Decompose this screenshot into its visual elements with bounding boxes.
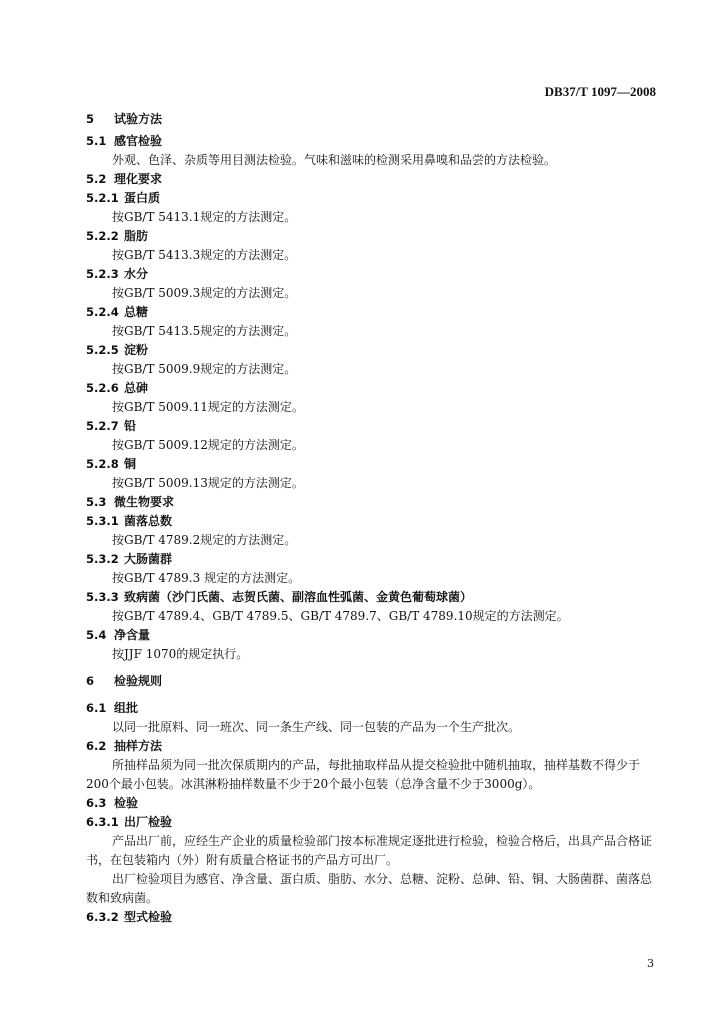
section-5-1-heading: [86, 132, 658, 151]
paragraph-text: 所抽样品须为同一批次保质期内的产品，每批抽取样品从提交检验批中随机抽取，抽样基数不得少于200个最小包装。冰淇淋粉抽样数量不少于20个最小包装（总净含量不少于3000g）。: [86, 758, 641, 791]
section-title: 总砷: [124, 381, 149, 395]
section-title: 感官检验: [114, 134, 163, 148]
section-5-3-2-heading: [86, 550, 658, 569]
section-5-3-1-content: 按GB/T 4789.2规定的方法测定。: [112, 533, 297, 547]
section-5-2-2-content: 按GB/T 5413.3规定的方法测定。: [112, 248, 297, 262]
section-6-2-heading: [86, 737, 658, 756]
section-6-heading: [86, 672, 658, 691]
section-5-2-1-heading: [86, 189, 658, 208]
section-number: 6.3: [86, 796, 107, 810]
section-number: 5.2.8: [86, 457, 119, 471]
section-5-2-5-heading: [86, 341, 658, 360]
section-number: 5.2.1: [86, 191, 119, 205]
section-title: 铜: [124, 457, 137, 471]
section-number: 5.3.3: [86, 590, 119, 604]
section-5-2-2-heading: [86, 227, 658, 246]
section-5-2-7-heading: [86, 417, 658, 436]
section-6-3-1-heading: [86, 813, 658, 832]
section-6-3-2-heading: [86, 908, 658, 927]
section-title: 铅: [124, 419, 137, 433]
section-6-3-heading: [86, 794, 658, 813]
section-5-2-6-content: 按GB/T 5009.11规定的方法测定。: [112, 400, 304, 414]
section-5-1-content: 外观、色泽、杂质等用目测法检验。气味和滋味的检测采用鼻嗅和品尝的方法检验。: [112, 153, 557, 167]
page-number: 3: [647, 957, 654, 970]
section-5-2-7-content: 按GB/T 5009.12规定的方法测定。: [112, 438, 304, 452]
section-title: 抽样方法: [114, 739, 163, 753]
section-5-2-8-content: 按GB/T 5009.13规定的方法测定。: [112, 476, 304, 490]
section-5-3-2-content: 按GB/T 4789.3 规定的方法测定。: [112, 571, 301, 585]
section-title: 蛋白质: [124, 191, 161, 205]
section-5-2-6-heading: [86, 379, 658, 398]
section-number: 5.2.4: [86, 305, 119, 319]
paragraph-text: 出厂检验项目为感官、净含量、蛋白质、脂肪、水分、总糖、淀粉、总砷、铅、铜、大肠菌群、菌落总数和致病菌。: [86, 872, 653, 905]
section-number: 5.2.5: [86, 343, 119, 357]
section-number: 5.2.3: [86, 267, 119, 281]
section-number: 5.3.2: [86, 552, 119, 566]
section-title: 净含量: [114, 628, 151, 642]
document-body: [86, 110, 658, 927]
section-title: 检验规则: [114, 674, 163, 688]
section-number: 5.1: [86, 134, 107, 148]
section-5-2-1-content: 按GB/T 5413.1规定的方法测定。: [112, 210, 297, 224]
section-number: 5.2: [86, 172, 107, 186]
section-number: 6.1: [86, 701, 107, 715]
section-5-2-3-heading: [86, 265, 658, 284]
paragraph-text: 产品出厂前，应经生产企业的质量检验部门按本标准规定逐批进行检验，检验合格后，出具产品合格证书，在包装箱内（外）附有质量合格证书的产品方可出厂。: [86, 834, 653, 867]
document-code: DB37/T 1097—2008: [544, 84, 656, 99]
section-title: 试验方法: [114, 112, 163, 126]
section-title: 淀粉: [124, 343, 149, 357]
section-title: 脂肪: [124, 229, 149, 243]
section-number: 5.2.7: [86, 419, 119, 433]
section-5-3-1-heading: [86, 512, 658, 531]
section-number: 6.3.2: [86, 910, 119, 924]
section-5-2-heading: [86, 170, 658, 189]
section-title: 菌落总数: [124, 514, 173, 528]
section-number: 6.2: [86, 739, 107, 753]
section-title: 出厂检验: [124, 815, 173, 829]
section-number: 5.4: [86, 628, 107, 642]
section-title: 检验: [114, 796, 139, 810]
section-title: 水分: [124, 267, 149, 281]
section-title: 大肠菌群: [124, 552, 173, 566]
section-5-3-heading: [86, 493, 658, 512]
section-title: 致病菌（沙门氏菌、志贺氏菌、副溶血性弧菌、金黄色葡萄球菌）: [124, 590, 473, 604]
section-title: 组批: [114, 701, 139, 715]
section-6-1-heading: [86, 699, 658, 718]
section-6-3-1-content-2: [86, 870, 658, 908]
section-5-2-4-heading: [86, 303, 658, 322]
section-number: 6.3.1: [86, 815, 119, 829]
section-title: 微生物要求: [114, 495, 175, 509]
section-5-3-3-content: 按GB/T 4789.4、GB/T 4789.5、GB/T 4789.7、GB/T 4789.10规定的方法测定。: [112, 609, 569, 623]
section-5-2-8-heading: [86, 455, 658, 474]
section-5-4-heading: [86, 626, 658, 645]
section-5-3-3-heading: [86, 588, 658, 607]
section-number: 5.3: [86, 495, 107, 509]
section-number: 5.3.1: [86, 514, 119, 528]
section-title: 理化要求: [114, 172, 163, 186]
section-number: 6: [86, 674, 95, 688]
section-6-3-1-content: [86, 832, 658, 870]
section-title: 型式检验: [124, 910, 173, 924]
section-5-2-5-content: 按GB/T 5009.9规定的方法测定。: [112, 362, 297, 376]
section-5-2-4-content: 按GB/T 5413.5规定的方法测定。: [112, 324, 297, 338]
section-number: 5.2.2: [86, 229, 119, 243]
section-6-2-content: [86, 756, 658, 794]
section-5-heading: [86, 110, 658, 129]
section-6-1-content: 以同一批原料、同一班次、同一条生产线、同一包装的产品为一个生产批次。: [112, 720, 521, 734]
section-5-4-content: 按JJF 1070的规定执行。: [112, 647, 249, 661]
section-title: 总糖: [124, 305, 149, 319]
section-5-2-3-content: 按GB/T 5009.3规定的方法测定。: [112, 286, 297, 300]
section-number: 5: [86, 112, 95, 126]
section-number: 5.2.6: [86, 381, 119, 395]
